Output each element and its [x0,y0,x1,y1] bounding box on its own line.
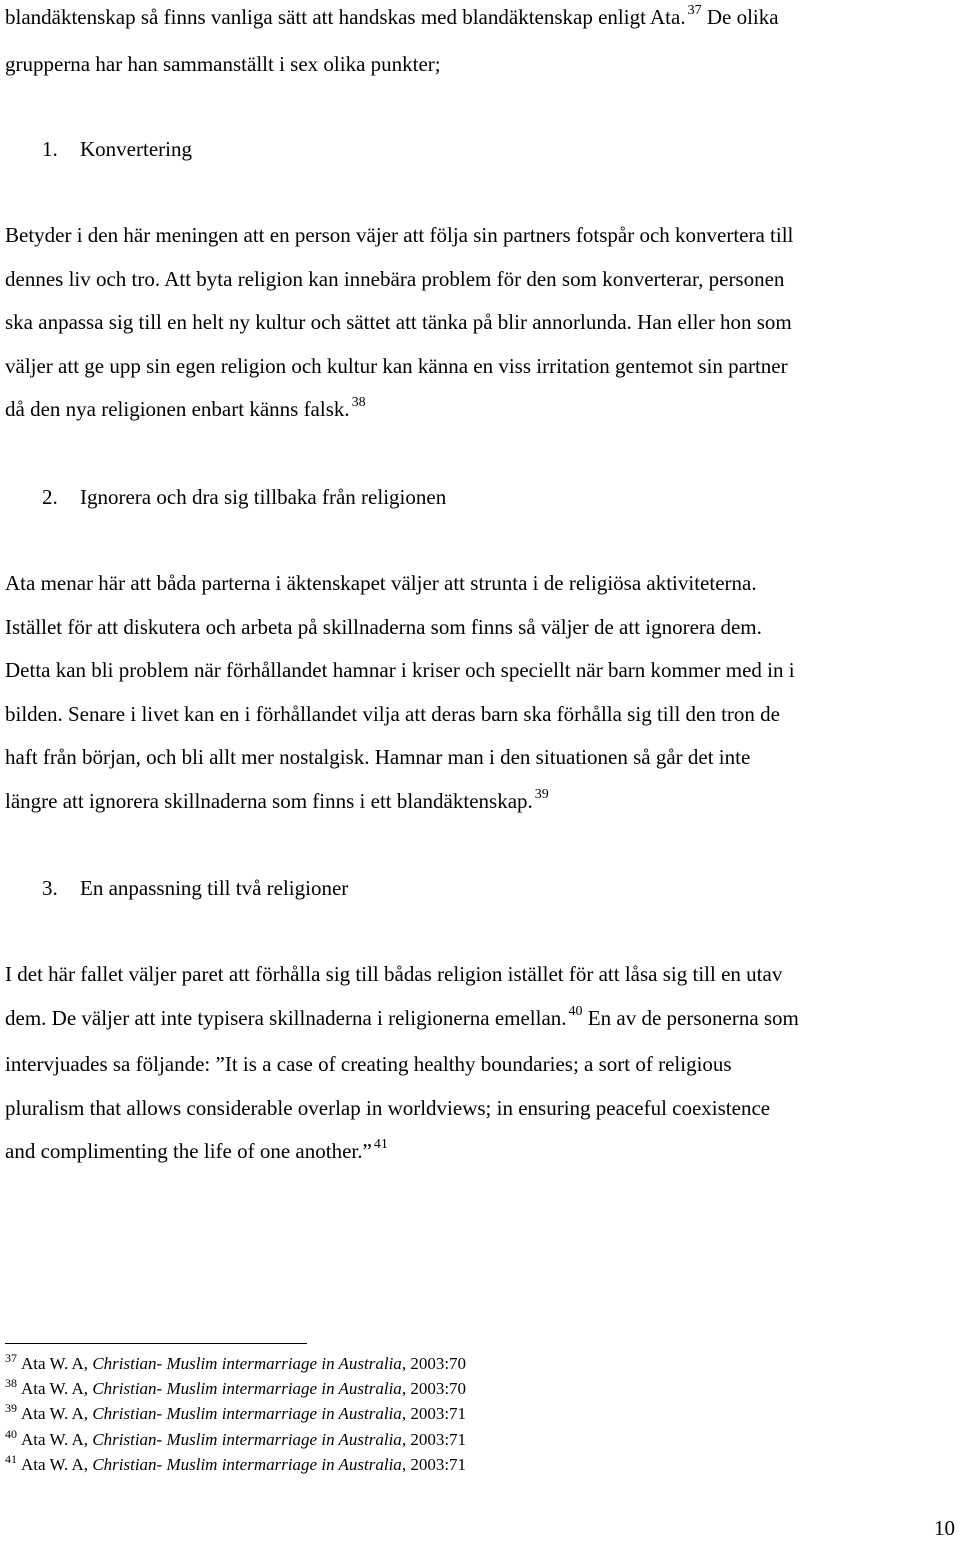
text-line: Betyder i den här meningen att en person väjer att följa sin partners fotspår och konvertera till [5,223,794,247]
footnote-ref: 39 [534,786,549,802]
heading-text: Ignorera och dra sig tillbaka från religionen [80,485,447,509]
heading-number: 2. [42,485,58,509]
paragraph-konvertering [5,214,957,435]
text-line: Istället för att diskutera och arbeta på skillnaderna som finns så väljer de att ignorera dem. [5,614,762,639]
footnote-title: Christian- Muslim intermarriage in Australia [92,1429,402,1449]
footnote-tail: , 2003:70 [401,1379,467,1399]
footnote [5,1402,466,1427]
paragraph-ignorera [5,562,957,827]
footnote-author: Ata W. A, [21,1404,93,1424]
section-heading-2 [42,482,446,512]
text-line: Detta kan bli problem när förhållandet hamnar i kriser och speciellt när barn kommer med in i [5,658,795,683]
footnote-number: 38 [5,1376,17,1391]
footnote [5,1352,466,1377]
footnote-number: 39 [5,1401,17,1416]
footnote-ref: 41 [373,1137,388,1153]
text-span: De olika [701,5,779,29]
text-span: då den nya religionen enbart känns falsk. [5,397,350,422]
footnote-tail: , 2003:70 [401,1354,467,1373]
heading-text: Konvertering [80,137,192,161]
footnote-title: Christian- Muslim intermarriage in Australia [92,1379,402,1399]
intro-paragraph [5,0,957,86]
footnote-number: 40 [5,1426,17,1441]
text-line: dennes liv och tro. Att byta religion kan innebära problem för den som konverterar, personen [5,266,785,291]
footnote-author: Ata W. A, [21,1379,93,1399]
text-line [5,0,957,43]
footnote-ref: 38 [351,395,366,411]
footnote-title: Christian- Muslim intermarriage in Australia [92,1404,402,1424]
footnote [5,1377,466,1402]
text-line [5,388,957,435]
page-number: 10 [934,1516,955,1540]
footnote-author: Ata W. A, [21,1429,93,1449]
section-heading-1 [42,134,192,164]
section-heading-3 [42,873,348,903]
footnotes [5,1352,466,1478]
text-span: dem. De väljer att inte typisera skillnaderna i religionerna emellan. [5,1005,567,1030]
text-line: haft från början, och bli allt mer nostalgisk. Hamnar man i den situationen så går det inte [5,745,751,770]
footnote-tail: , 2003:71 [401,1404,467,1424]
footnote-title: Christian- Muslim intermarriage in Australia [92,1354,402,1373]
footnote-ref: 37 [687,3,702,18]
footnote-author: Ata W. A, [21,1454,93,1474]
footnote-ref: 40 [568,1003,583,1019]
text-line [5,780,957,827]
footnote-author: Ata W. A, [21,1354,93,1373]
text-span: blandäktenskap så finns vanliga sätt att handskas med blandäktenskap enligt Ata. [5,5,686,29]
text-line: I det här fallet väljer paret att förhålla sig till bådas religion istället för att låsa sig till en utav [5,962,783,986]
text-line [5,1130,957,1177]
text-line: väljer att ge upp sin egen religion och kultur kan känna en viss irritation gentemot sin partner [5,353,788,378]
text-line: pluralism that allows considerable overlap in worldviews; in ensuring peaceful coexistence [5,1095,771,1120]
text-line [5,997,957,1044]
text-span: and complimenting the life of one another.” [5,1139,372,1164]
text-line: Ata menar här att båda parterna i äktenskapet väljer att strunta i de religiösa aktiviteterna. [5,571,757,595]
text-span: En av de personerna som [582,1005,799,1030]
heading-number: 1. [42,137,58,161]
text-line: intervjuades sa följande: ”It is a case of creating healthy boundaries; a sort of religious [5,1052,732,1077]
text-line: grupperna har han sammanställt i sex olika punkter; [5,51,441,76]
text-line: ska anpassa sig till en helt ny kultur och sättet att tänka på blir annorlunda. Han eller hon som [5,310,792,335]
text-line: bilden. Senare i livet kan en i förhållandet vilja att deras barn ska förhålla sig till den tron de [5,701,781,726]
footnote [5,1453,466,1478]
text-span: längre att ignorera skillnaderna som finns i ett blandäktenskap. [5,788,533,813]
footnote [5,1428,466,1453]
footnote-number: 37 [5,1351,17,1365]
heading-number: 3. [42,876,58,900]
heading-text: En anpassning till två religioner [80,876,349,900]
footnote-tail: , 2003:71 [401,1429,467,1449]
paragraph-anpassning [5,953,957,1177]
footnote-separator [5,1343,307,1344]
footnote-title: Christian- Muslim intermarriage in Australia [92,1454,402,1474]
footnote-tail: , 2003:71 [401,1454,467,1474]
footnote-number: 41 [5,1451,17,1466]
